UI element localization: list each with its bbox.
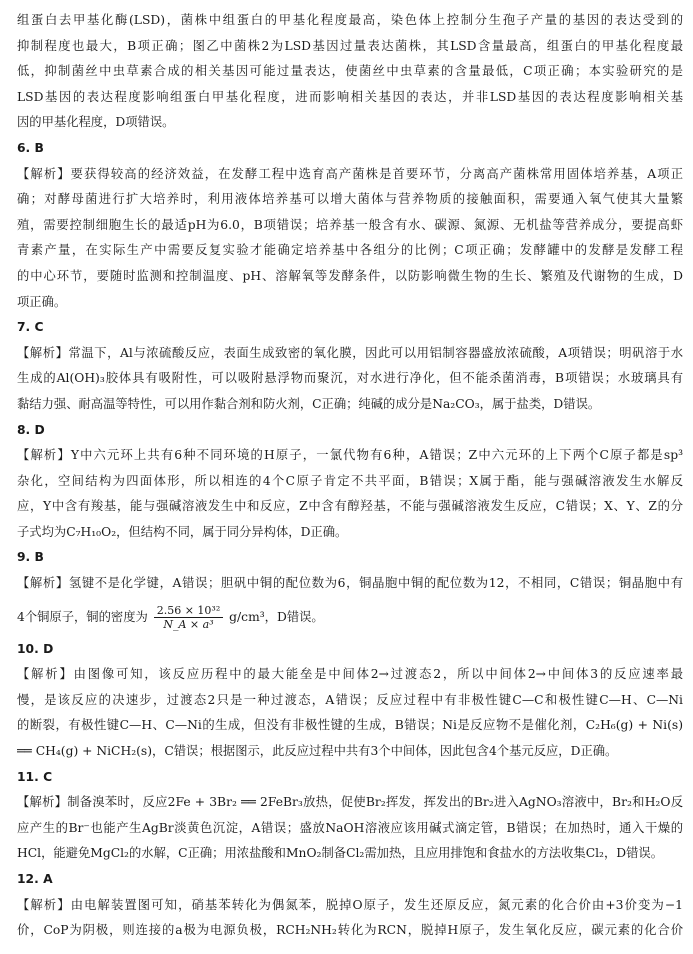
density-fraction: [154, 604, 224, 631]
question-number: 7. C: [17, 320, 44, 335]
text-line: 项正确。: [17, 294, 67, 309]
answer-q11: [17, 765, 683, 867]
text-line: 杂化，空间结构为四面体形，所以相连的4个C原子肯定不共平面，B错误；X属于酯，能与强碱溶液发生水解反: [17, 473, 683, 488]
answer-q8: [17, 418, 683, 546]
text-line: 应，Y中含有羧基，能与强碱溶液发生中和反应，Z中含有醇羟基，不能与强碱溶液发生反应，C错误；X、Y、Z的分: [17, 499, 683, 514]
text-line: 【解析】常温下，Al与浓硫酸反应，表面生成致密的氧化膜，因此可以用铝制容器盛放浓硫酸，A项错误；明矾溶于水: [17, 345, 683, 360]
text-line: HCl，能避免MgCl₂的水解，C正确；用浓盐酸和MnO₂制备Cl₂需加热，且应用排饱和食盐水的方法收集Cl₂，D错误。: [17, 846, 664, 861]
text-line: 应产生的Br⁻也能产生AgBr淡黄色沉淀，A错误；盛放NaOH溶液应该用碱式滴定管，B错误；在加热时，通入干燥的: [17, 820, 683, 835]
text-line: 低，抑制菌丝中虫草素合成的相关基因可能过量表达，使菌丝中虫草素的含量最低，C项正确；本实验研究的是: [17, 64, 683, 79]
text-line: ══ CH₄(g) + NiCH₂(s)，C错误；根据图示，此反应过程中共有3个中间体，因此包含4个基元反应，D正确。: [17, 744, 618, 759]
question-number: 11. C: [17, 769, 53, 784]
text-span: g/cm³，D错误。: [229, 609, 324, 624]
text-line: 【解析】Y中六元环上共有6种不同环境的H原子，一氯代物有6种，A错误；Z中六元环的上下两个C原子都是sp³: [17, 448, 683, 463]
text-line: 【解析】由图像可知，该反应历程中的最大能垒是中间体2→过渡态2，所以中间体2→中间体3的反应速率最: [17, 667, 683, 682]
text-line: 价，CoP为阴极，则连接的a极为电源负极，RCH₂NH₂转化为RCN，脱掉H原子，发生氧化反应，碳元素的化合价: [17, 923, 683, 938]
answer-q9: [17, 545, 683, 636]
text-line: 【解析】氢键不是化学键，A错误；胆矾中铜的配位数为6，铜晶胞中铜的配位数为12，不相同，C错误；铜晶胞中有: [17, 576, 683, 591]
question-number: 10. D: [17, 641, 54, 656]
question-number: 8. D: [17, 422, 45, 437]
text-line: 确；对酵母菌进行扩大培养时，利用液体培养基可以增大菌体与营养物质的接触面积，需要通入氧气使其大量繁: [17, 192, 683, 207]
text-line: 的断裂，有极性键C—H、C—Ni的生成，但没有非极性键的生成，B错误；Ni是反应物不是催化剂，C₂H₆(g) + Ni(s): [17, 718, 683, 733]
text-line: 因的甲基化程度，D项错误。: [17, 115, 175, 130]
question-number: 6. B: [17, 140, 44, 155]
text-line: 子式均为C₇H₁₀O₂，但结构不同，属于同分异构体，D正确。: [17, 524, 348, 539]
text-line: LSD基因的表达程度影响组蛋白甲基化程度，进而影响相关基因的表达，并非LSD基因的表达程度影响相关基: [17, 89, 683, 104]
fraction-numerator: 2.56 × 10³²: [154, 604, 224, 618]
answer-q10: [17, 637, 683, 765]
text-line: 【解析】要获得较高的经济效益，在发酵工程中选育高产菌株是首要环节，分离高产菌株常用固体培养基，A项正: [17, 166, 683, 181]
text-line: 【解析】由电解装置图可知，硝基苯转化为偶氮苯，脱掉O原子，发生还原反应，氮元素的化合价由+3价变为−1: [17, 897, 683, 912]
question-number: 9. B: [17, 550, 44, 565]
text-line: 的中心环节，要随时监测和控制温度、pH、溶解氧等发酵条件，以防影响微生物的生长、繁殖及代谢物的生成，D: [17, 268, 683, 283]
density-formula-line: [17, 597, 683, 637]
text-line: 黏结力强、耐高温等特性，可以用作黏合剂和防火剂，C正确；纯碱的成分是Na₂CO₃，属于盐类，D错误。: [17, 396, 601, 411]
text-line: 生成的Al(OH)₃胶体具有吸附性，可以吸附悬浮物而聚沉，对水进行净化，但不能杀菌消毒，B项错误；水玻璃具有: [17, 371, 683, 386]
answer-q6: [17, 136, 683, 315]
answer-q12: [17, 867, 683, 944]
text-line: 殖，需要控制细胞生长的最适pH为6.0，B项错误；培养基一般含有水、碳源、氮源、无机盐等营养成分，要提高虾: [17, 217, 683, 232]
text-line: 青素产量，在实际生产中需要反复实验才能确定培养基中各组分的比例；C项正确；发酵罐中的发酵是发酵工程: [17, 243, 683, 258]
text-line: 【解析】制备溴苯时，反应2Fe + 3Br₂ ══ 2FeBr₃放热，促使Br₂挥发，挥发出的Br₂进入AgNO₃溶液中，Br₂和H₂O反: [17, 795, 683, 810]
prev-answer-continuation: [17, 8, 683, 136]
question-number: 12. A: [17, 872, 53, 886]
text-line: 组蛋白去甲基化酶(LSD)，菌株中组蛋白的甲基化程度最高，染色体上控制分生孢子产量的基因的表达受到的: [17, 13, 683, 27]
fraction-denominator: N_A × a³: [163, 617, 214, 631]
text-line: 抑制程度也最大，B项正确；图乙中菌株2为LSD基因过量表达菌株，其LSD含量最高，组蛋白的甲基化程度最: [17, 38, 683, 53]
text-span: 4个铜原子，铜的密度为: [17, 609, 148, 624]
answer-q7: [17, 315, 683, 417]
text-line: 慢，是该反应的决速步，过渡态2只是一种过渡态，A错误；反应过程中有非极性键C—C和极性键C—H、C—Ni: [17, 692, 683, 707]
